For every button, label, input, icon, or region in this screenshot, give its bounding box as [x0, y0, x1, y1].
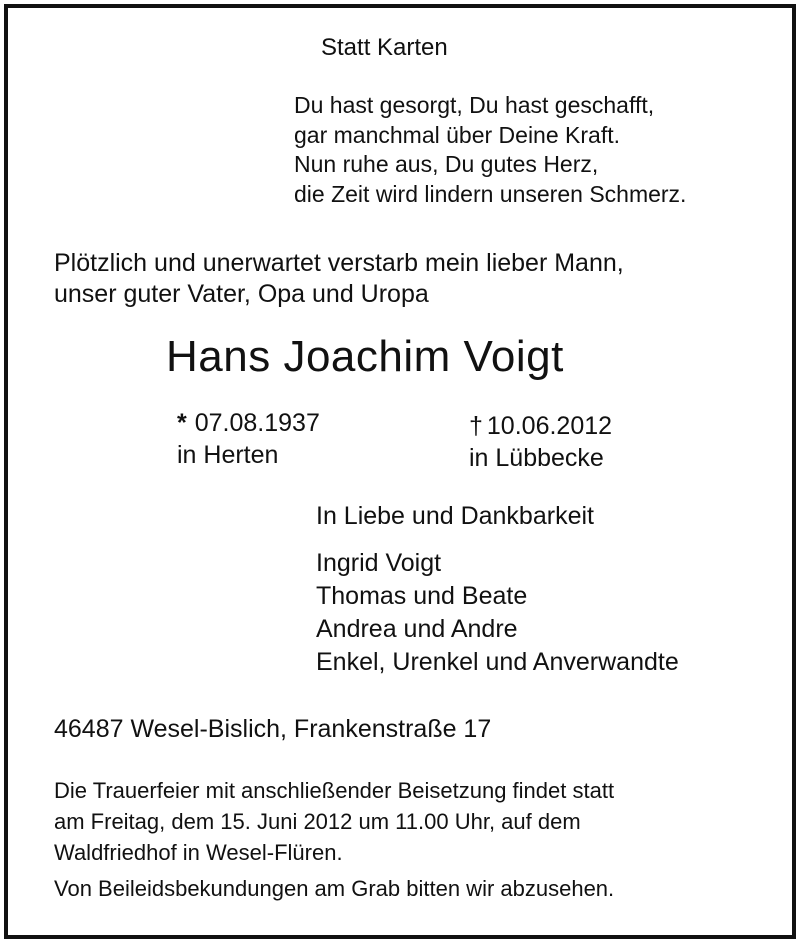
- death-info: [469, 410, 612, 474]
- service-line: Waldfriedhof in Wesel-Flüren.: [54, 840, 343, 865]
- intro-line: Plötzlich und unerwartet verstarb mein lieber Mann,: [54, 249, 624, 277]
- birth-place: in Herten: [177, 441, 279, 469]
- service-line: Die Trauerfeier mit anschließender Beisetzung findet statt: [54, 778, 615, 803]
- family-list: [316, 547, 679, 679]
- poem-line: die Zeit wird lindern unseren Schmerz.: [294, 180, 687, 207]
- family-member: Thomas und Beate: [316, 582, 528, 610]
- poem-line: gar manchmal über Deine Kraft.: [294, 121, 620, 148]
- family-member: Ingrid Voigt: [316, 549, 442, 577]
- death-date: 10.06.2012: [486, 412, 613, 440]
- family-address: 46487 Wesel-Bislich, Frankenstraße 17: [54, 715, 492, 743]
- poem-verse: [294, 91, 686, 209]
- family-member: Enkel, Urenkel und Anverwandte: [316, 648, 679, 676]
- poem-line: Du hast gesorgt, Du hast geschafft,: [294, 92, 655, 118]
- family-member: Andrea und Andre: [316, 615, 518, 643]
- birth-info: [177, 407, 320, 471]
- poem-line: Nun ruhe aus, Du gutes Herz,: [294, 151, 599, 177]
- birth-star-icon: *: [177, 409, 187, 437]
- notice-header: Statt Karten: [321, 34, 448, 61]
- birth-date: 07.08.1937: [194, 409, 320, 437]
- death-cross-icon: †: [469, 412, 483, 440]
- death-place: in Lübbecke: [469, 444, 604, 472]
- funeral-service-info: [54, 775, 614, 868]
- intro-line: unser guter Vater, Opa und Uropa: [54, 280, 429, 308]
- intro-text: [54, 248, 624, 310]
- deceased-name: Hans Joachim Voigt: [166, 332, 564, 381]
- closing-phrase: In Liebe und Dankbarkeit: [316, 502, 594, 530]
- condolence-note: Von Beileidsbekundungen am Grab bitten wir abzusehen.: [54, 876, 615, 901]
- service-line: am Freitag, dem 15. Juni 2012 um 11.00 Uhr, auf dem: [54, 809, 581, 834]
